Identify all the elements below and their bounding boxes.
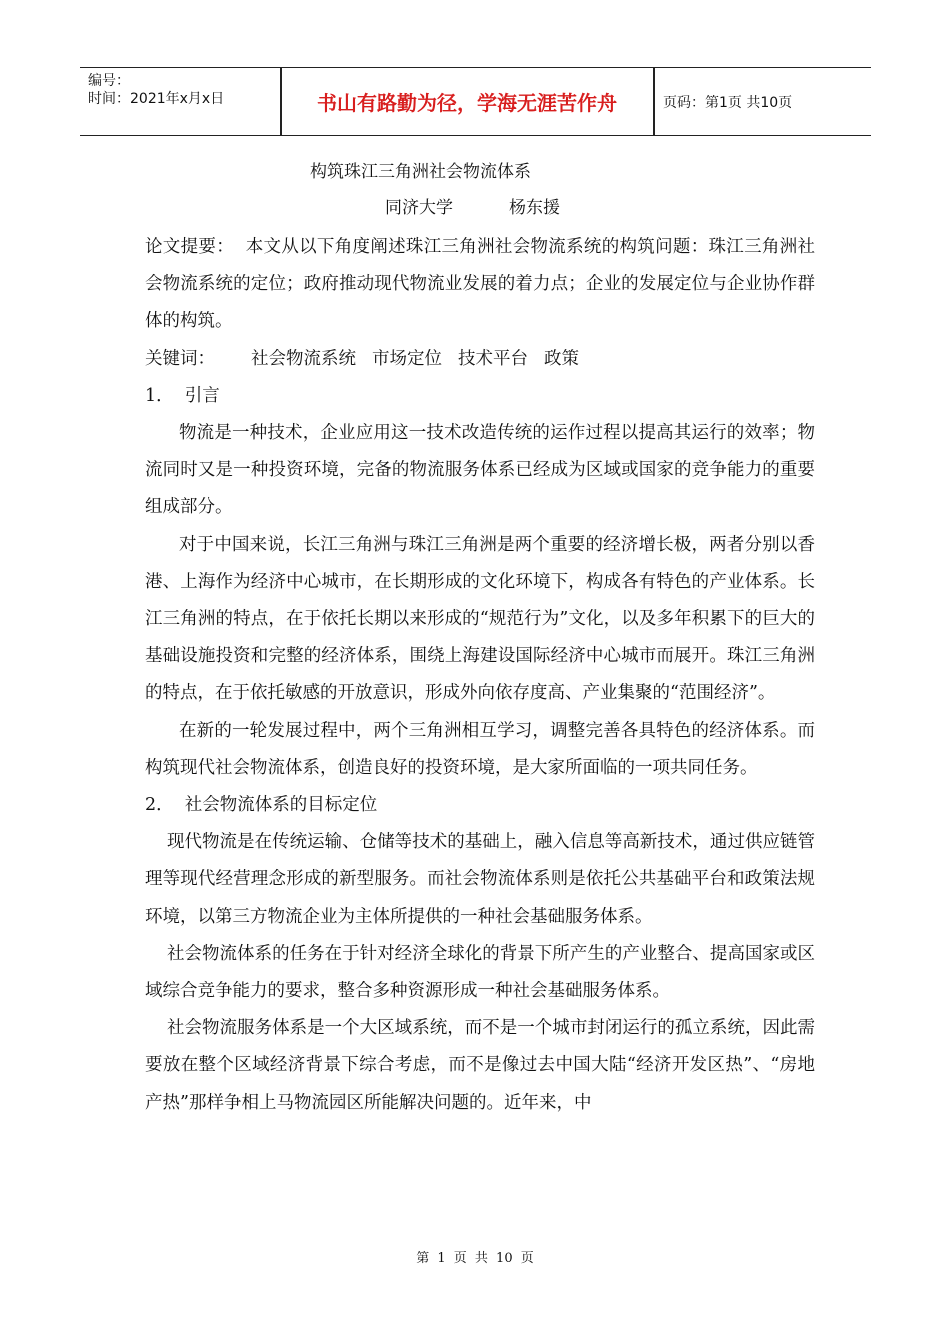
keyword-item: 社会物流系统 — [251, 348, 356, 369]
keyword-item: 技术平台 — [458, 348, 528, 369]
page-footer: 第 1 页 共 10 页 — [416, 1251, 534, 1266]
author-line — [385, 197, 560, 219]
paragraph: 社会物流体系的任务在于针对经济全球化的背景下所产生的产业整合、提高国家或区域综合竞争能力的要求，整合多种资源形成一种社会基础服务体系。 — [145, 943, 815, 1002]
author-name: 杨东援 — [509, 198, 560, 218]
paragraph: 社会物流服务体系是一个大区域系统，而不是一个城市封闭运行的孤立系统，因此需要放在整个区域经济背景下综合考虑，而不是像过去中国大陆“经济开发区热”、“房地产热”那样争相上马物流园区所能解决问题的。近年来，中 — [145, 1018, 815, 1113]
section-heading: 1． 引言 — [145, 385, 220, 406]
author-affiliation: 同济大学 — [385, 198, 453, 218]
header-page-info: 页码：第1页 共10页 — [663, 94, 793, 111]
section-heading: 2． 社会物流体系的目标定位 — [145, 795, 378, 816]
header-motto: 书山有路勤为径，学海无涯苦作舟 — [317, 91, 617, 115]
header-divider — [653, 68, 655, 135]
abstract: 论文提要： 本文从以下角度阐述珠江三角洲社会物流系统的构筑问题：珠江三角洲社会物流系统的定位；政府推动现代物流业发展的着力点；企业的发展定位与企业协作群体的构筑。 — [145, 237, 815, 332]
keywords-label: 关键词： — [145, 348, 215, 369]
paragraph: 在新的一轮发展过程中，两个三角洲相互学习，调整完善各具特色的经济体系。而构筑现代社会物流体系，创造良好的投资环境，是大家所面临的一项共同任务。 — [145, 720, 815, 778]
keyword-item: 市场定位 — [372, 348, 442, 369]
page-header — [80, 67, 871, 136]
header-time-label: 时间：2021年x月x日 — [88, 91, 225, 107]
keyword-item: 政策 — [544, 348, 579, 369]
paragraph: 物流是一种技术，企业应用这一技术改造传统的运作过程以提高其运行的效率；物流同时又是一种投资环境，完备的物流服务体系已经成为区域或国家的竞争能力的重要组成部分。 — [145, 423, 815, 518]
document-body — [145, 229, 815, 1122]
header-number-label: 编号： — [88, 73, 130, 89]
header-meta — [88, 72, 278, 108]
paragraph: 对于中国来说，长江三角洲与珠江三角洲是两个重要的经济增长极，两者分别以香港、上海作为经济中心城市，在长期形成的文化环境下，构成各有特色的产业体系。长江三角洲的特点，在于依托长期以来形成的“规范行为”文化，以及多年积累下的巨大的基础设施投资和完整的经济体系，围绕上海建设国际经济中心城市而展开。珠江三角洲的特点，在于依托敏感的开放意识，形成外向依存度高、产业集聚的“范围经济”。 — [145, 534, 815, 704]
keywords — [145, 341, 815, 378]
paragraph: 现代物流是在传统运输、仓储等技术的基础上，融入信息等高新技术，通过供应链管理等现代经营理念形成的新型服务。而社会物流体系则是依托公共基础平台和政策法规环境，以第三方物流企业为主体所提供的一种社会基础服务体系。 — [145, 832, 815, 927]
document-title: 构筑珠江三角洲社会物流体系 — [310, 162, 531, 182]
